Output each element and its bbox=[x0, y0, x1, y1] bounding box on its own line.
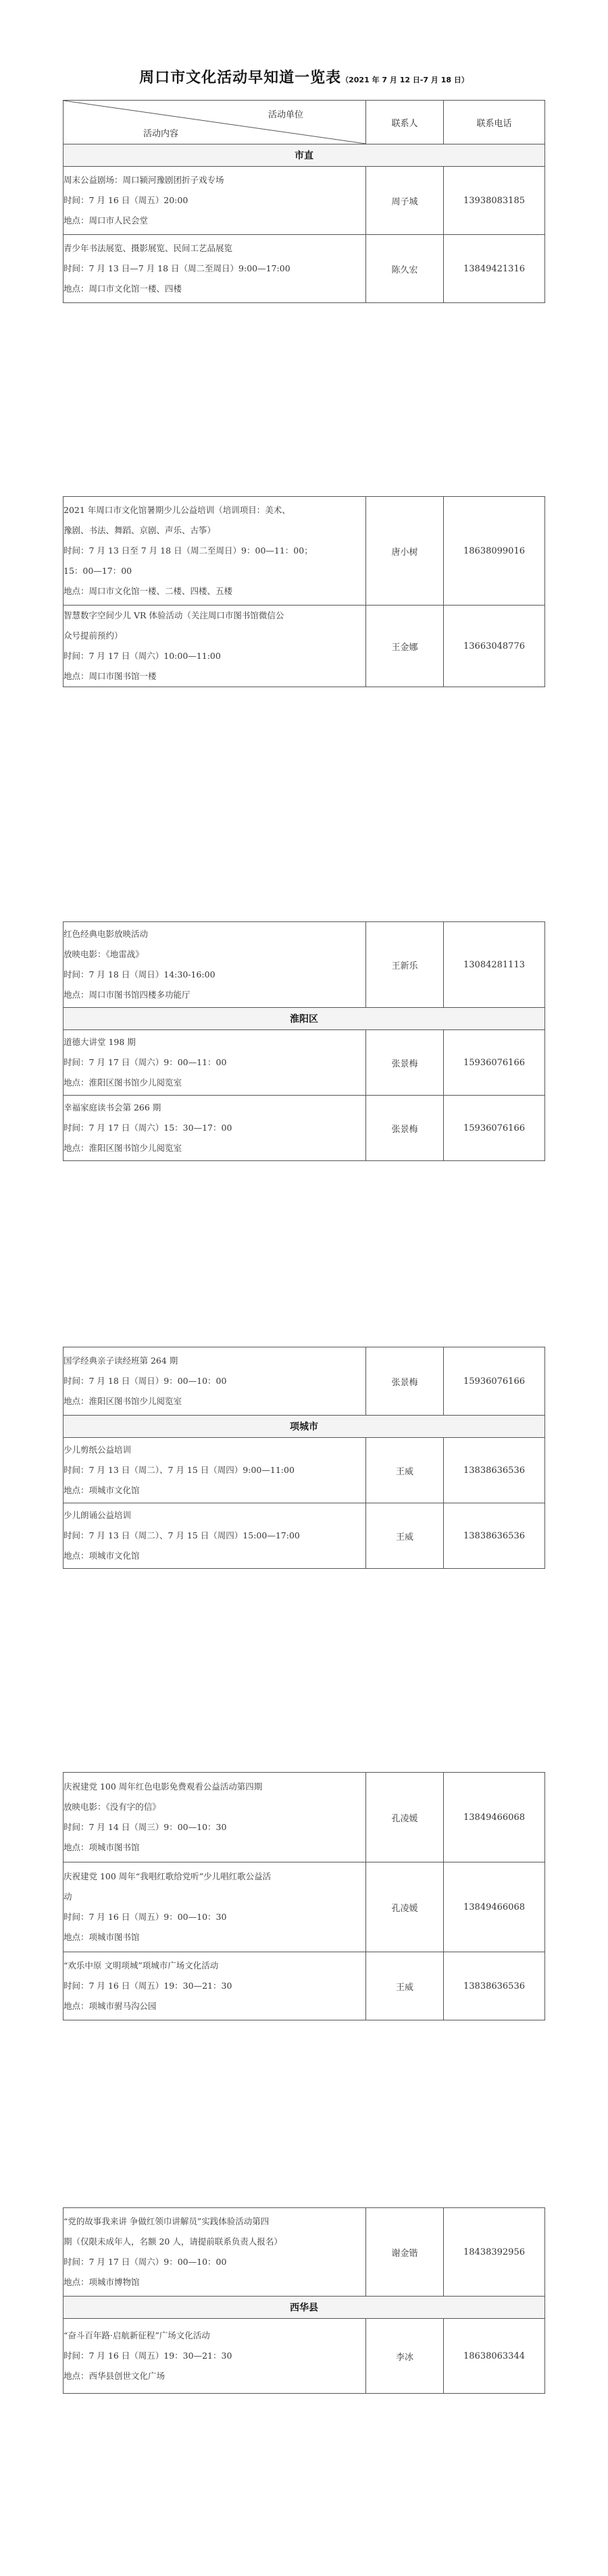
activity-content bbox=[64, 1862, 366, 1952]
activity-line: 时间：7 月 16 日（周五）20:00 bbox=[64, 195, 188, 205]
contact-name: 周子城 bbox=[366, 167, 444, 235]
contact-name: 陈久宏 bbox=[366, 235, 444, 303]
activity-line: 地点：项城市驸马沟公园 bbox=[64, 2001, 157, 2011]
activity-line: 幸福家庭读书会第 266 期 bbox=[64, 1102, 161, 1112]
contact-phone: 13663048776 bbox=[444, 606, 545, 687]
activity-content bbox=[64, 1503, 366, 1569]
activity-line: 时间：7 月 13 日—7 月 18 日（周二至周日）9:00—17:00 bbox=[64, 263, 290, 273]
activity-line: 地点：周口市人民会堂 bbox=[64, 215, 149, 225]
activity-row bbox=[64, 1438, 545, 1503]
activity-line: 庆祝建党 100 周年红色电影免费观看公益活动第四期 bbox=[64, 1781, 263, 1792]
activity-line: 15：00—17：00 bbox=[64, 566, 132, 576]
activity-line: 青少年书法展览、摄影展览、民间工艺品展览 bbox=[64, 243, 233, 253]
activity-row bbox=[64, 922, 545, 1008]
activity-row bbox=[64, 235, 545, 303]
activity-line: 地点：项城市文化馆 bbox=[64, 1485, 140, 1495]
activity-content bbox=[64, 1773, 366, 1862]
activity-line: 动 bbox=[64, 1891, 72, 1902]
activity-line: 时间：7 月 13 日（周二）、7 月 15 日（周四）9:00—11:00 bbox=[64, 1465, 295, 1475]
region-xihua: 西华县 bbox=[64, 2297, 545, 2319]
activity-line: 时间：7 月 17 日（周六）10:00—11:00 bbox=[64, 651, 221, 661]
contact-name: 王威 bbox=[366, 1952, 444, 2020]
activity-row bbox=[64, 1773, 545, 1862]
activity-content bbox=[64, 497, 366, 606]
contact-name: 张景梅 bbox=[366, 1096, 444, 1161]
activity-line: 地点：项城市图书馆 bbox=[64, 1932, 140, 1942]
contact-phone: 13084281113 bbox=[444, 922, 545, 1008]
activity-content bbox=[64, 1096, 366, 1161]
contact-phone: 15936076166 bbox=[444, 1030, 545, 1096]
activity-content bbox=[64, 2319, 366, 2394]
activity-content bbox=[64, 1030, 366, 1096]
activity-line: 地点：周口市文化馆一楼、二楼、四楼、五楼 bbox=[64, 586, 233, 596]
contact-name: 王威 bbox=[366, 1503, 444, 1569]
activity-line: 放映电影：《没有字的信》 bbox=[64, 1802, 161, 1812]
contact-phone: 15936076166 bbox=[444, 1347, 545, 1416]
activity-line: 时间：7 月 18 日（周日）14:30-16:00 bbox=[64, 969, 216, 980]
activity-line: 地点：淮阳区图书馆少儿阅览室 bbox=[64, 1143, 182, 1153]
activity-line: 地点：周口市文化馆一楼、四楼 bbox=[64, 284, 182, 294]
activity-line: 庆祝建党 100 周年“我唱红歌给党听”少儿唱红歌公益活 bbox=[64, 1871, 272, 1881]
schedule-table-1 bbox=[63, 100, 545, 303]
contact-name: 王新乐 bbox=[366, 922, 444, 1008]
activity-line: 时间：7 月 14 日（周三）9：00—10：30 bbox=[64, 1822, 227, 1832]
activity-line: 豫剧、书法、舞蹈、京剧、声乐、古筝） bbox=[64, 525, 216, 535]
activity-row bbox=[64, 1030, 545, 1096]
activity-row bbox=[64, 2208, 545, 2297]
contact-name: 孔凌媛 bbox=[366, 1862, 444, 1952]
header-unit: 活动单位 bbox=[268, 110, 303, 120]
activity-line: 众号提前预约） bbox=[64, 630, 123, 641]
contact-name: 谢金锴 bbox=[366, 2208, 444, 2297]
schedule-table-4 bbox=[63, 1347, 545, 1569]
activity-line: 智慧数字空间少儿 VR 体验活动（关注周口市图书馆微信公 bbox=[64, 610, 284, 620]
contact-name: 王金娜 bbox=[366, 606, 444, 687]
contact-phone: 13938083185 bbox=[444, 167, 545, 235]
region-huaiyang: 淮阳区 bbox=[64, 1008, 545, 1030]
activity-line: 地点：周口市图书馆四楼多功能厅 bbox=[64, 990, 191, 1000]
contact-phone: 13838636536 bbox=[444, 1952, 545, 2020]
activity-content bbox=[64, 1438, 366, 1503]
activity-line: 时间：7 月 16 日（周五）9：00—10：30 bbox=[64, 1912, 227, 1922]
contact-phone: 18638063344 bbox=[444, 2319, 545, 2394]
activity-line: 道德大讲堂 198 期 bbox=[64, 1037, 136, 1047]
activity-line: 时间：7 月 16 日（周五）19：30—21：30 bbox=[64, 1981, 232, 1991]
contact-name: 张景梅 bbox=[366, 1030, 444, 1096]
schedule-table-5 bbox=[63, 1772, 545, 2020]
activity-row bbox=[64, 167, 545, 235]
activity-line: 时间：7 月 17 日（周六）15：30—17：00 bbox=[64, 1123, 232, 1133]
contact-phone: 18438392956 bbox=[444, 2208, 545, 2297]
header-contact: 联系人 bbox=[366, 101, 444, 144]
contact-name: 孔凌媛 bbox=[366, 1773, 444, 1862]
activity-line: 时间：7 月 17 日（周六）9：00—11：00 bbox=[64, 1057, 227, 1067]
contact-phone: 15936076166 bbox=[444, 1096, 545, 1161]
activity-line: “奋斗百年路·启航新征程”广场文化活动 bbox=[64, 2330, 210, 2340]
activity-content bbox=[64, 2208, 366, 2297]
contact-name: 唐小树 bbox=[366, 497, 444, 606]
region-xiangcheng: 项城市 bbox=[64, 1416, 545, 1438]
activity-line: 时间：7 月 13 日（周二）、7 月 15 日（周四）15:00—17:00 bbox=[64, 1530, 300, 1540]
activity-line: 地点：周口市图书馆一楼 bbox=[64, 671, 157, 681]
contact-phone: 13838636536 bbox=[444, 1438, 545, 1503]
activity-line: 红色经典电影放映活动 bbox=[64, 929, 149, 939]
activity-content bbox=[64, 167, 366, 235]
activity-line: 地点：淮阳区图书馆少儿阅览室 bbox=[64, 1077, 182, 1088]
contact-name: 张景梅 bbox=[366, 1347, 444, 1416]
activity-row bbox=[64, 1347, 545, 1416]
activity-row bbox=[64, 1952, 545, 2020]
date-range: （2021 年 7 月 12 日-7 月 18 日） bbox=[341, 76, 469, 84]
header-phone: 联系电话 bbox=[444, 101, 545, 144]
activity-content bbox=[64, 1952, 366, 2020]
diagonal-line bbox=[64, 101, 366, 144]
activity-content bbox=[64, 1347, 366, 1416]
activity-line: 国学经典亲子读经班第 264 期 bbox=[64, 1356, 178, 1366]
activity-line: 时间：7 月 13 日至 7 月 18 日（周二至周日）9：00—11：00； bbox=[64, 545, 313, 556]
activity-line: 时间：7 月 18 日（周日）9：00—10：00 bbox=[64, 1376, 227, 1386]
activity-line: 周末公益剧场：周口颍河豫剧团折子戏专场 bbox=[64, 175, 224, 185]
title-text: 周口市文化活动早知道一览表 bbox=[139, 70, 342, 86]
contact-phone: 13849421316 bbox=[444, 235, 545, 303]
activity-content bbox=[64, 606, 366, 687]
region-shizhi: 市直 bbox=[64, 144, 545, 167]
activity-line: 少儿朗诵公益培训 bbox=[64, 1510, 132, 1520]
schedule-table-3 bbox=[63, 921, 545, 1161]
schedule-table-6 bbox=[63, 2207, 545, 2394]
activity-line: 放映电影：《地雷战》 bbox=[64, 949, 144, 959]
activity-row bbox=[64, 2319, 545, 2394]
header-diagonal-cell bbox=[64, 101, 366, 144]
activity-line: 地点：西华县创世文化广场 bbox=[64, 2371, 166, 2381]
schedule-table-2 bbox=[63, 496, 545, 687]
activity-line: 少儿剪纸公益培训 bbox=[64, 1445, 132, 1455]
header-content: 活动内容 bbox=[143, 129, 179, 139]
contact-name: 李冰 bbox=[366, 2319, 444, 2394]
page-title bbox=[0, 66, 608, 87]
activity-row bbox=[64, 606, 545, 687]
activity-row bbox=[64, 1862, 545, 1952]
contact-phone: 13849466068 bbox=[444, 1862, 545, 1952]
activity-content bbox=[64, 922, 366, 1008]
activity-line: 地点：项城市文化馆 bbox=[64, 1551, 140, 1561]
activity-line: 地点：淮阳区图书馆少儿阅览室 bbox=[64, 1396, 182, 1406]
activity-line: 时间：7 月 16 日（周五）19：30—21：30 bbox=[64, 2351, 232, 2361]
activity-row bbox=[64, 497, 545, 606]
activity-row bbox=[64, 1096, 545, 1161]
contact-name: 王威 bbox=[366, 1438, 444, 1503]
activity-line: “党的故事我来讲 争做红领巾讲解员”实践体验活动第四 bbox=[64, 2216, 270, 2226]
activity-line: “欢乐中原 文明项城”项城市广场文化活动 bbox=[64, 1960, 219, 1970]
contact-phone: 18638099016 bbox=[444, 497, 545, 606]
contact-phone: 13849466068 bbox=[444, 1773, 545, 1862]
activity-line: 期（仅限未成年人，名额 20 人，请提前联系负责人报名） bbox=[64, 2236, 282, 2247]
activity-line: 地点：项城市博物馆 bbox=[64, 2277, 140, 2287]
contact-phone: 13838636536 bbox=[444, 1503, 545, 1569]
activity-content bbox=[64, 235, 366, 303]
activity-row bbox=[64, 1503, 545, 1569]
activity-line: 2021 年周口市文化馆暑期少儿公益培训（培训项目：美术、 bbox=[64, 505, 290, 515]
activity-line: 时间：7 月 17 日（周六）9：00—10：00 bbox=[64, 2257, 227, 2267]
activity-line: 地点：项城市图书馆 bbox=[64, 1842, 140, 1852]
